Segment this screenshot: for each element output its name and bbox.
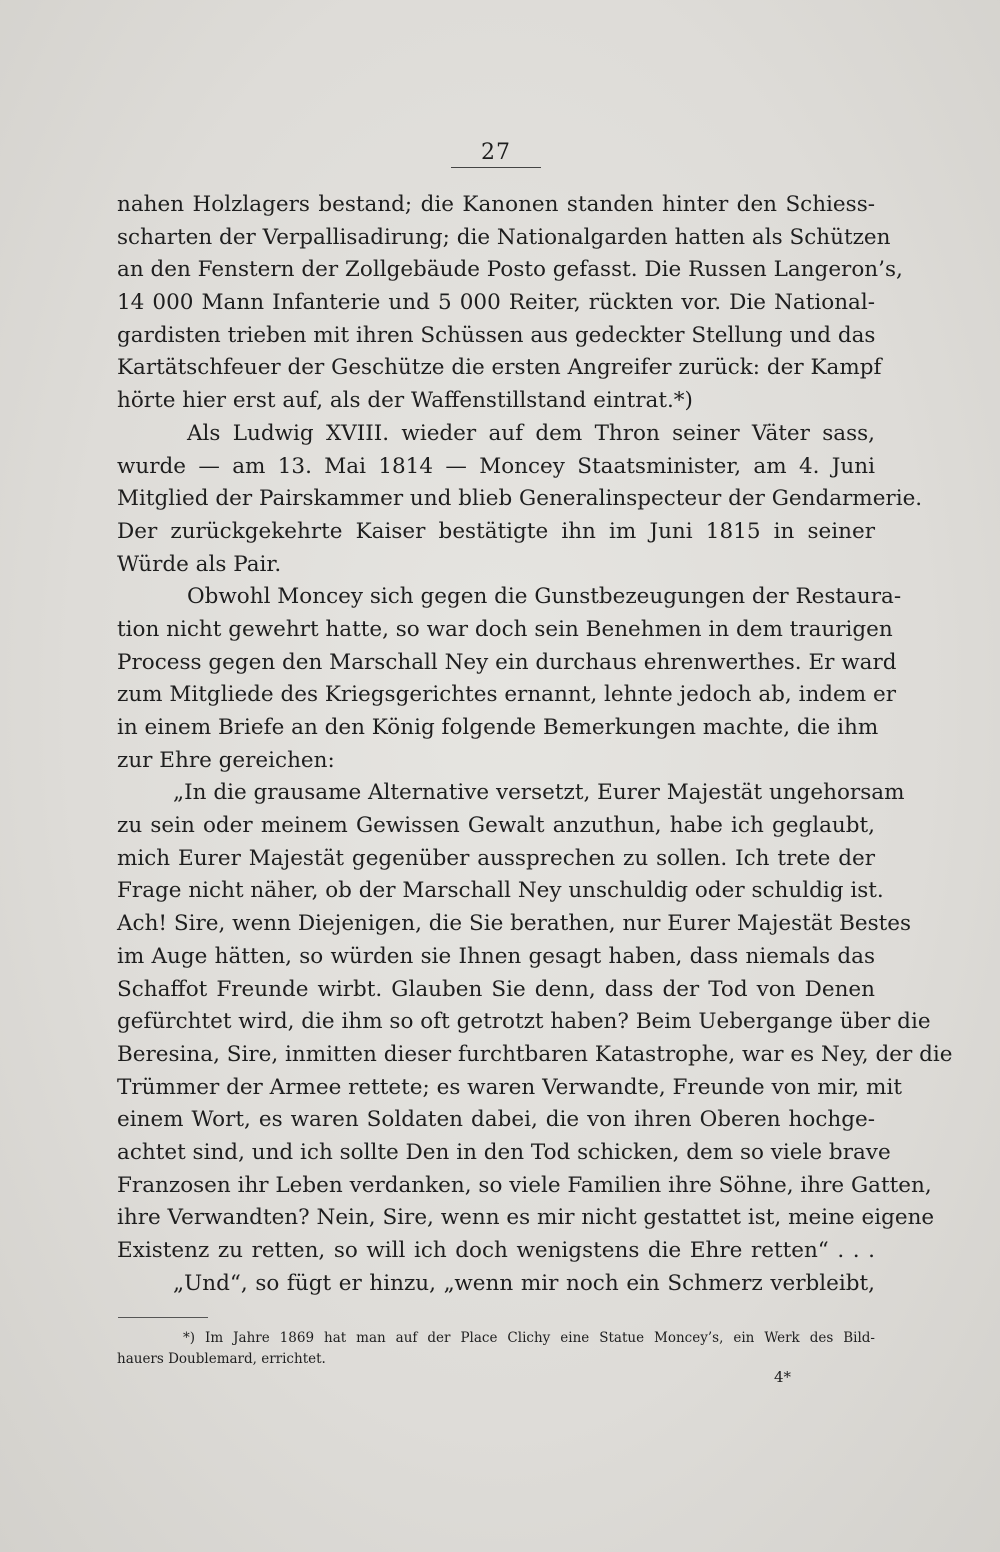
text-line: Schaffot Freunde wirbt. Glauben Sie denn, dass der Tod von Denen	[117, 976, 875, 1002]
text-line: in einem Briefe an den König folgende Bemerkungen machte, die ihm	[117, 715, 879, 740]
text-line: gefürchtet wird, die ihm so oft getrotzt haben? Beim Uebergange über die	[117, 1009, 931, 1035]
text-line: Als Ludwig XVIII. wieder auf dem Thron seiner Väter sass,	[187, 420, 875, 446]
text-line: scharten der Verpallisadirung; die Nationalgarden hatten als Schützen	[117, 224, 891, 250]
page-number-rule	[451, 167, 541, 168]
text-line: wurde — am 13. Mai 1814 — Moncey Staatsminister, am 4. Juni	[117, 453, 875, 479]
footnote-rule	[118, 1317, 208, 1318]
text-line: Der zurückgekehrte Kaiser bestätigte ihn im Juni 1815 in seiner	[117, 518, 875, 544]
text-line: Existenz zu retten, so will ich doch wenigstens die Ehre retten“ . . .	[117, 1238, 875, 1263]
text-line: Obwohl Moncey sich gegen die Gunstbezeugungen der Restaura-	[187, 584, 902, 610]
text-line: zum Mitgliede des Kriegsgerichtes ernannt, lehnte jedoch ab, indem er	[117, 682, 896, 708]
page-number: 27	[481, 140, 511, 165]
text-line: einem Wort, es waren Soldaten dabei, die von ihren Oberen hochge-	[117, 1107, 875, 1133]
text-line: zur Ehre gereichen:	[117, 747, 335, 773]
text-line: achtet sind, und ich sollte Den in den Tod schicken, dem so viele brave	[117, 1139, 891, 1165]
text-line: Franzosen ihr Leben verdanken, so viele Familien ihre Söhne, ihre Gatten,	[117, 1172, 932, 1198]
text-line: „In die grausame Alternative versetzt, Eurer Majestät ungehorsam	[173, 780, 905, 806]
footnote-line: *) Im Jahre 1869 hat man auf der Place Clichy eine Statue Moncey’s, ein Werk des Bild-	[183, 1330, 875, 1346]
text-line: Ach! Sire, wenn Diejenigen, die Sie berathen, nur Eurer Majestät Bestes	[117, 911, 912, 937]
signature-mark: 4*	[774, 1368, 792, 1386]
text-line: Mitglied der Pairskammer und blieb Generalinspecteur der Gendarmerie.	[117, 486, 923, 512]
text-line: ihre Verwandten? Nein, Sire, wenn es mir nicht gestattet ist, meine eigene	[117, 1205, 935, 1231]
text-line: Process gegen den Marschall Ney ein durchaus ehrenwerthes. Er ward	[117, 649, 897, 675]
footnote-line: hauers Doublemard, errichtet.	[117, 1351, 326, 1367]
body-text	[117, 189, 953, 1300]
text-line: Beresina, Sire, inmitten dieser furchtbaren Katastrophe, war es Ney, der die	[117, 1041, 953, 1067]
text-line: Trümmer der Armee rettete; es waren Verwandte, Freunde von mir, mit	[117, 1074, 902, 1100]
text-line: hörte hier erst auf, als der Waffenstillstand eintrat.*)	[117, 388, 693, 414]
text-line: Kartätschfeuer der Geschütze die ersten Angreifer zurück: der Kampf	[117, 355, 882, 381]
text-line: mich Eurer Majestät gegenüber aussprechen zu sollen. Ich trete der	[117, 845, 875, 871]
text-line: gardisten trieben mit ihren Schüssen aus gedeckter Stellung und das	[117, 322, 876, 348]
text-line: zu sein oder meinem Gewissen Gewalt anzuthun, habe ich geglaubt,	[117, 813, 875, 839]
footnote	[117, 1328, 875, 1370]
text-line: 14 000 Mann Infanterie und 5 000 Reiter, rückten vor. Die National-	[117, 290, 875, 316]
text-line: „Und“, so fügt er hinzu, „wenn mir noch ein Schmerz verbleibt,	[173, 1270, 875, 1296]
text-line: Frage nicht näher, ob der Marschall Ney unschuldig oder schuldig ist.	[117, 878, 884, 904]
text-line: Würde als Pair.	[117, 551, 282, 577]
text-line: an den Fenstern der Zollgebäude Posto gefasst. Die Russen Langeron’s,	[117, 257, 903, 283]
text-line: nahen Holzlagers bestand; die Kanonen standen hinter den Schiess-	[117, 192, 875, 217]
text-line: tion nicht gewehrt hatte, so war doch sein Benehmen in dem traurigen	[117, 616, 893, 642]
text-line: im Auge hätten, so würden sie Ihnen gesagt haben, dass niemals das	[117, 943, 875, 969]
